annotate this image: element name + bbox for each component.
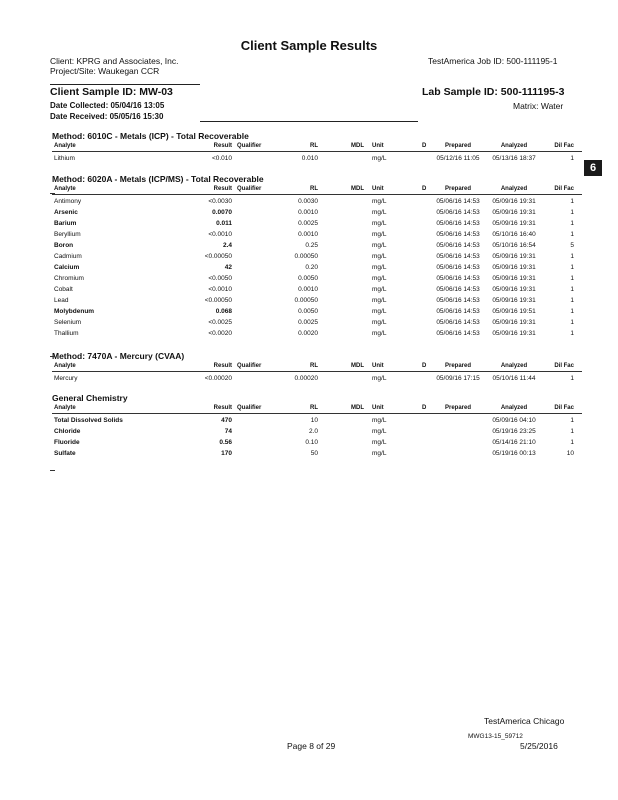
cell-result: 170 bbox=[221, 450, 232, 457]
table-header-row bbox=[52, 185, 582, 194]
column-header-dil: Dil Fac bbox=[554, 186, 574, 192]
table-row bbox=[52, 426, 582, 437]
table-row bbox=[52, 306, 582, 317]
margin-mark bbox=[50, 193, 55, 194]
cell-unit: mg/L bbox=[372, 242, 387, 249]
cell-analyzed: 05/09/16 19:31 bbox=[492, 198, 536, 205]
column-header-analyzed: Analyzed bbox=[500, 363, 528, 369]
cell-unit: mg/L bbox=[372, 308, 387, 315]
header-rule bbox=[52, 371, 582, 372]
cell-result: 2.4 bbox=[222, 242, 232, 249]
cell-result: <0.00050 bbox=[204, 297, 232, 304]
cell-analyzed: 05/09/16 19:31 bbox=[492, 264, 536, 271]
cell-unit: mg/L bbox=[372, 220, 387, 227]
cell-analyzed: 05/19/16 00:13 bbox=[492, 450, 536, 457]
cell-rl: 0.0010 bbox=[298, 231, 318, 238]
cell-result: <0.0020 bbox=[208, 330, 232, 337]
cell-unit: mg/L bbox=[372, 319, 387, 326]
section-title: Method: 6020A - Metals (ICP/MS) - Total Recoverable bbox=[52, 174, 264, 184]
lab-sample-id: Lab Sample ID: 500-111195-3 bbox=[422, 86, 565, 98]
cell-prepared: 05/06/16 14:53 bbox=[436, 253, 480, 260]
cell-result: 470 bbox=[221, 417, 232, 424]
cell-analyte: Fluoride bbox=[54, 439, 80, 446]
cell-result: 42 bbox=[224, 264, 232, 271]
cell-dil: 1 bbox=[570, 439, 574, 446]
cell-unit: mg/L bbox=[372, 209, 387, 216]
cell-analyzed: 05/09/16 19:31 bbox=[492, 209, 536, 216]
cell-result: <0.0010 bbox=[208, 231, 232, 238]
cell-result: <0.0025 bbox=[208, 319, 232, 326]
cell-analyzed: 05/10/16 11:44 bbox=[492, 375, 536, 382]
cell-result: 74 bbox=[224, 428, 232, 435]
column-header-dil: Dil Fac bbox=[554, 405, 574, 411]
cell-unit: mg/L bbox=[372, 297, 387, 304]
project-site: Project/Site: Waukegan CCR bbox=[50, 66, 160, 76]
cell-rl: 0.0025 bbox=[298, 319, 318, 326]
cell-rl: 0.0025 bbox=[298, 220, 318, 227]
cell-analyte: Molybdenum bbox=[54, 308, 95, 315]
column-header-result: Result bbox=[213, 186, 232, 192]
cell-analyte: Chloride bbox=[54, 428, 81, 435]
cell-prepared: 05/09/16 17:15 bbox=[436, 375, 480, 382]
cell-analyte: Calcium bbox=[54, 264, 80, 271]
column-header-mdl: MDL bbox=[351, 143, 364, 149]
table-row bbox=[52, 448, 582, 459]
cell-unit: mg/L bbox=[372, 275, 387, 282]
column-header-qualifier: Qualifier bbox=[237, 363, 262, 369]
column-header-result: Result bbox=[213, 363, 232, 369]
cell-rl: 0.0020 bbox=[298, 330, 318, 337]
cell-rl: 0.10 bbox=[305, 439, 318, 446]
cell-result: 0.0070 bbox=[212, 209, 232, 216]
column-header-qualifier: Qualifier bbox=[237, 186, 262, 192]
cell-prepared: 05/06/16 14:53 bbox=[436, 209, 480, 216]
table-header-row bbox=[52, 142, 582, 151]
cell-prepared: 05/06/16 14:53 bbox=[436, 264, 480, 271]
cell-dil: 1 bbox=[570, 231, 574, 238]
cell-unit: mg/L bbox=[372, 253, 387, 260]
cell-result: <0.00020 bbox=[204, 375, 232, 382]
matrix: Matrix: Water bbox=[513, 101, 564, 111]
cell-rl: 0.00050 bbox=[294, 253, 318, 260]
table-row bbox=[52, 251, 582, 262]
cell-analyte: Selenium bbox=[54, 319, 82, 326]
cell-analyzed: 05/09/16 19:31 bbox=[492, 330, 536, 337]
cell-analyzed: 05/09/16 19:31 bbox=[492, 220, 536, 227]
cell-unit: mg/L bbox=[372, 155, 387, 162]
job-id: TestAmerica Job ID: 500-111195-1 bbox=[428, 56, 558, 66]
cell-prepared: 05/06/16 14:53 bbox=[436, 198, 480, 205]
header-rule bbox=[52, 413, 582, 414]
cell-dil: 1 bbox=[570, 209, 574, 216]
cell-analyzed: 05/09/16 19:31 bbox=[492, 275, 536, 282]
date-received: Date Received: 05/05/16 15:30 bbox=[50, 112, 164, 121]
table-row bbox=[52, 317, 582, 328]
cell-analyzed: 05/13/16 18:37 bbox=[492, 155, 536, 162]
cell-unit: mg/L bbox=[372, 198, 387, 205]
page-title: Client Sample Results bbox=[240, 38, 378, 53]
table-header-row bbox=[52, 362, 582, 371]
cell-analyzed: 05/19/16 23:25 bbox=[492, 428, 536, 435]
cell-result: <0.00050 bbox=[204, 253, 232, 260]
cell-result: <0.0030 bbox=[208, 198, 232, 205]
cell-unit: mg/L bbox=[372, 330, 387, 337]
results-section bbox=[52, 130, 582, 164]
column-header-rl: RL bbox=[310, 143, 318, 149]
cell-analyte: Lithium bbox=[54, 155, 75, 162]
column-header-rl: RL bbox=[310, 186, 318, 192]
results-section bbox=[52, 392, 582, 459]
column-header-unit: Unit bbox=[372, 186, 384, 192]
cell-dil: 1 bbox=[570, 220, 574, 227]
cell-rl: 0.010 bbox=[301, 155, 318, 162]
column-header-analyte: Analyte bbox=[54, 363, 76, 369]
cell-unit: mg/L bbox=[372, 417, 387, 424]
cell-result: <0.0050 bbox=[208, 275, 232, 282]
cell-analyzed: 05/10/16 16:40 bbox=[492, 231, 536, 238]
cell-prepared: 05/06/16 14:53 bbox=[436, 231, 480, 238]
footer-page: Page 8 of 29 bbox=[287, 741, 336, 751]
cell-analyte: Boron bbox=[54, 242, 74, 249]
table-row bbox=[52, 373, 582, 384]
column-header-d: D bbox=[422, 143, 427, 149]
cell-analyzed: 05/09/16 19:31 bbox=[492, 319, 536, 326]
column-header-unit: Unit bbox=[372, 405, 384, 411]
cell-analyzed: 05/14/16 21:10 bbox=[492, 439, 536, 446]
cell-analyte: Arsenic bbox=[54, 209, 78, 216]
column-header-result: Result bbox=[213, 405, 232, 411]
section-tab-marker: 6 bbox=[584, 160, 602, 176]
cell-unit: mg/L bbox=[372, 231, 387, 238]
table-row bbox=[52, 240, 582, 251]
column-header-qualifier: Qualifier bbox=[237, 405, 262, 411]
cell-result: <0.010 bbox=[211, 155, 232, 162]
footer-lab: TestAmerica Chicago bbox=[484, 716, 565, 726]
column-header-analyte: Analyte bbox=[54, 143, 76, 149]
header-divider bbox=[50, 84, 200, 85]
column-header-prepared: Prepared bbox=[444, 363, 471, 369]
section-title: Method: 6010C - Metals (ICP) - Total Recoverable bbox=[52, 131, 249, 141]
column-header-dil: Dil Fac bbox=[554, 143, 574, 149]
column-header-prepared: Prepared bbox=[444, 186, 471, 192]
column-header-analyte: Analyte bbox=[54, 186, 76, 192]
cell-analyzed: 05/09/16 04:10 bbox=[492, 417, 536, 424]
table-row bbox=[52, 415, 582, 426]
column-header-mdl: MDL bbox=[351, 405, 364, 411]
column-header-rl: RL bbox=[310, 405, 318, 411]
cell-rl: 0.25 bbox=[305, 242, 318, 249]
column-header-dil: Dil Fac bbox=[554, 363, 574, 369]
column-header-rl: RL bbox=[310, 363, 318, 369]
margin-mark bbox=[50, 470, 55, 471]
header-rule bbox=[52, 194, 582, 195]
cell-rl: 0.0050 bbox=[298, 275, 318, 282]
margin-mark bbox=[50, 356, 55, 357]
column-header-analyte: Analyte bbox=[54, 405, 76, 411]
cell-analyzed: 05/09/16 19:31 bbox=[492, 286, 536, 293]
column-header-mdl: MDL bbox=[351, 186, 364, 192]
cell-result: 0.068 bbox=[215, 308, 232, 315]
column-header-prepared: Prepared bbox=[444, 143, 471, 149]
column-header-unit: Unit bbox=[372, 143, 384, 149]
cell-prepared: 05/06/16 14:53 bbox=[436, 286, 480, 293]
table-row bbox=[52, 229, 582, 240]
cell-analyte: Mercury bbox=[54, 375, 78, 382]
cell-rl: 0.0050 bbox=[298, 308, 318, 315]
column-header-analyzed: Analyzed bbox=[500, 405, 528, 411]
cell-rl: 0.0010 bbox=[298, 286, 318, 293]
cell-analyte: Cobalt bbox=[54, 286, 73, 293]
cell-dil: 1 bbox=[570, 155, 574, 162]
cell-prepared: 05/06/16 14:53 bbox=[436, 220, 480, 227]
column-header-prepared: Prepared bbox=[444, 405, 471, 411]
cell-rl: 10 bbox=[310, 417, 318, 424]
cell-analyte: Antimony bbox=[54, 198, 82, 205]
header-rule bbox=[52, 151, 582, 152]
cell-rl: 0.00020 bbox=[294, 375, 318, 382]
cell-analyzed: 05/10/16 16:54 bbox=[492, 242, 536, 249]
cell-unit: mg/L bbox=[372, 428, 387, 435]
column-header-analyzed: Analyzed bbox=[500, 186, 528, 192]
date-collected: Date Collected: 05/04/16 13:05 bbox=[50, 101, 165, 110]
cell-prepared: 05/06/16 14:53 bbox=[436, 308, 480, 315]
cell-dil: 1 bbox=[570, 253, 574, 260]
cell-analyzed: 05/09/16 19:51 bbox=[492, 308, 536, 315]
column-header-result: Result bbox=[213, 143, 232, 149]
table-row bbox=[52, 262, 582, 273]
cell-dil: 10 bbox=[566, 450, 574, 457]
cell-dil: 1 bbox=[570, 319, 574, 326]
cell-dil: 1 bbox=[570, 198, 574, 205]
cell-result: 0.011 bbox=[216, 220, 232, 227]
results-section bbox=[52, 350, 582, 384]
cell-analyzed: 05/09/16 19:31 bbox=[492, 253, 536, 260]
cell-rl: 50 bbox=[310, 450, 318, 457]
cell-analyte: Sulfate bbox=[54, 450, 76, 457]
column-header-mdl: MDL bbox=[351, 363, 364, 369]
column-header-qualifier: Qualifier bbox=[237, 143, 262, 149]
client-name: Client: KPRG and Associates, Inc. bbox=[50, 56, 179, 66]
cell-dil: 1 bbox=[570, 428, 574, 435]
table-row bbox=[52, 273, 582, 284]
column-header-analyzed: Analyzed bbox=[500, 143, 528, 149]
cell-unit: mg/L bbox=[372, 450, 387, 457]
table-row bbox=[52, 196, 582, 207]
table-row bbox=[52, 207, 582, 218]
cell-rl: 0.0010 bbox=[298, 209, 318, 216]
cell-dil: 5 bbox=[570, 242, 574, 249]
cell-unit: mg/L bbox=[372, 264, 387, 271]
cell-unit: mg/L bbox=[372, 439, 387, 446]
header-divider-2 bbox=[200, 121, 418, 122]
cell-dil: 1 bbox=[570, 264, 574, 271]
cell-rl: 0.0030 bbox=[298, 198, 318, 205]
cell-dil: 1 bbox=[570, 417, 574, 424]
footer-doc-id: MWG13-15_59712 bbox=[468, 733, 523, 740]
column-header-d: D bbox=[422, 363, 427, 369]
cell-result: <0.0010 bbox=[208, 286, 232, 293]
section-title: General Chemistry bbox=[52, 393, 128, 403]
cell-analyte: Beryllium bbox=[54, 231, 81, 238]
cell-rl: 0.00050 bbox=[294, 297, 318, 304]
table-row bbox=[52, 153, 582, 164]
column-header-d: D bbox=[422, 405, 427, 411]
cell-prepared: 05/06/16 14:53 bbox=[436, 319, 480, 326]
table-row bbox=[52, 295, 582, 306]
cell-dil: 1 bbox=[570, 297, 574, 304]
cell-analyte: Barium bbox=[54, 220, 77, 227]
cell-rl: 0.20 bbox=[305, 264, 318, 271]
cell-prepared: 05/12/16 11:05 bbox=[436, 155, 480, 162]
cell-dil: 1 bbox=[570, 275, 574, 282]
column-header-d: D bbox=[422, 186, 427, 192]
cell-analyte: Lead bbox=[54, 297, 69, 304]
section-title: Method: 7470A - Mercury (CVAA) bbox=[52, 351, 185, 361]
column-header-unit: Unit bbox=[372, 363, 384, 369]
table-header-row bbox=[52, 404, 582, 413]
cell-dil: 1 bbox=[570, 308, 574, 315]
table-row bbox=[52, 284, 582, 295]
client-sample-id: Client Sample ID: MW-03 bbox=[50, 86, 173, 98]
cell-result: 0.56 bbox=[219, 439, 232, 446]
cell-rl: 2.0 bbox=[308, 428, 318, 435]
cell-unit: mg/L bbox=[372, 375, 387, 382]
cell-prepared: 05/06/16 14:53 bbox=[436, 275, 480, 282]
cell-unit: mg/L bbox=[372, 286, 387, 293]
cell-analyte: Total Dissolved Solids bbox=[54, 417, 123, 424]
cell-analyzed: 05/09/16 19:31 bbox=[492, 297, 536, 304]
cell-prepared: 05/06/16 14:53 bbox=[436, 242, 480, 249]
cell-dil: 1 bbox=[570, 286, 574, 293]
cell-analyte: Chromium bbox=[54, 275, 84, 282]
cell-analyte: Cadmium bbox=[54, 253, 82, 260]
table-row bbox=[52, 218, 582, 229]
footer-date: 5/25/2016 bbox=[520, 741, 558, 751]
cell-prepared: 05/06/16 14:53 bbox=[436, 297, 480, 304]
table-row bbox=[52, 437, 582, 448]
results-section bbox=[52, 173, 582, 339]
cell-dil: 1 bbox=[570, 375, 574, 382]
cell-dil: 1 bbox=[570, 330, 574, 337]
table-row bbox=[52, 328, 582, 339]
cell-analyte: Thallium bbox=[54, 330, 79, 337]
cell-prepared: 05/06/16 14:53 bbox=[436, 330, 480, 337]
